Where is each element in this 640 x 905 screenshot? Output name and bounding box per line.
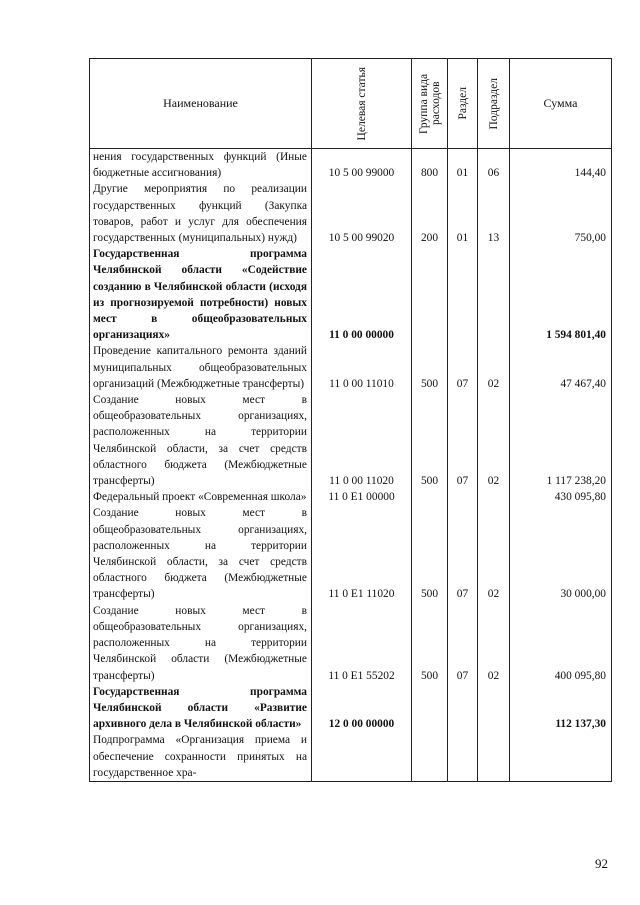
table-row xyxy=(90,392,612,489)
page-number: 92 xyxy=(595,856,608,871)
table-row xyxy=(90,489,612,505)
row-target-code: 10 5 00 99000 xyxy=(312,149,412,182)
table-row xyxy=(90,732,612,781)
row-expense-group xyxy=(412,732,448,781)
row-name: Федеральный проект «Современная школа» xyxy=(90,489,312,505)
row-sum: 750,00 xyxy=(510,181,612,246)
table-row xyxy=(90,343,612,392)
table-row xyxy=(90,684,612,733)
row-target-code: 11 0 00 11010 xyxy=(312,343,412,392)
row-name: Проведение капитального ремонта зданий муниципальных общеобразовательных организаций (Межбюджетные трансферты) xyxy=(90,343,312,392)
row-subsection xyxy=(478,489,510,505)
row-subsection xyxy=(478,684,510,733)
row-section: 07 xyxy=(448,343,478,392)
row-subsection: 06 xyxy=(478,149,510,182)
row-subsection: 13 xyxy=(478,181,510,246)
row-section xyxy=(448,489,478,505)
table-row xyxy=(90,149,612,182)
row-subsection: 02 xyxy=(478,603,510,684)
header-section-cell xyxy=(448,59,478,149)
row-expense-group xyxy=(412,684,448,733)
row-subsection xyxy=(478,732,510,781)
row-sum: 400 095,80 xyxy=(510,603,612,684)
header-group: Группа вида расходов xyxy=(417,73,442,134)
row-target-code: 11 0 E1 00000 xyxy=(312,489,412,505)
header-group-cell xyxy=(412,59,448,149)
row-target-code xyxy=(312,732,412,781)
row-subsection: 02 xyxy=(478,505,510,602)
table-row xyxy=(90,603,612,684)
header-subsection-cell xyxy=(478,59,510,149)
row-sum: 30 000,00 xyxy=(510,505,612,602)
row-name: Подпрограмма «Организация приема и обеспечение сохранности принятых на государственное хра- xyxy=(90,732,312,781)
row-sum: 430 095,80 xyxy=(510,489,612,505)
table-body xyxy=(90,149,612,782)
row-target-code: 12 0 00 00000 xyxy=(312,684,412,733)
row-sum: 47 467,40 xyxy=(510,343,612,392)
table-row xyxy=(90,246,612,343)
row-target-code: 11 0 00 00000 xyxy=(312,246,412,343)
row-subsection: 02 xyxy=(478,343,510,392)
row-target-code: 11 0 E1 11020 xyxy=(312,505,412,602)
row-section xyxy=(448,246,478,343)
header-section: Раздел xyxy=(456,87,469,120)
row-expense-group: 500 xyxy=(412,603,448,684)
row-sum xyxy=(510,732,612,781)
row-name: Создание новых мест в общеобразовательных организациях, расположенных на территории Челябинской области, за счет средств областного бюджета (Межбюджетные трансферты) xyxy=(90,392,312,489)
row-section xyxy=(448,684,478,733)
row-sum: 1 117 238,20 xyxy=(510,392,612,489)
row-expense-group: 500 xyxy=(412,392,448,489)
row-target-code: 11 0 E1 55202 xyxy=(312,603,412,684)
row-expense-group: 500 xyxy=(412,343,448,392)
row-section: 07 xyxy=(448,505,478,602)
header-subsection: Подраздел xyxy=(487,77,500,130)
row-sum: 112 137,30 xyxy=(510,684,612,733)
row-name: Государственная программа Челябинской области «Содействие созданию в Челябинской области (исходя из прогнозируемой потребности) новых мест в общеобразовательных организациях» xyxy=(90,246,312,343)
row-name: Государственная программа Челябинской области «Развитие архивного дела в Челябинской области» xyxy=(90,684,312,733)
header-name: Наименование xyxy=(90,59,312,149)
row-expense-group: 800 xyxy=(412,149,448,182)
header-target: Целевая статья xyxy=(355,66,368,141)
row-subsection: 02 xyxy=(478,392,510,489)
row-name: Создание новых мест в общеобразовательных организациях, расположенных на территории Челябинской области (Межбюджетные трансферты) xyxy=(90,603,312,684)
row-section: 07 xyxy=(448,603,478,684)
row-expense-group: 200 xyxy=(412,181,448,246)
header-sum: Сумма xyxy=(510,59,612,149)
header-target-cell xyxy=(312,59,412,149)
row-expense-group xyxy=(412,246,448,343)
row-target-code: 11 0 00 11020 xyxy=(312,392,412,489)
row-expense-group xyxy=(412,489,448,505)
row-section: 01 xyxy=(448,181,478,246)
row-expense-group: 500 xyxy=(412,505,448,602)
row-sum: 144,40 xyxy=(510,149,612,182)
row-subsection xyxy=(478,246,510,343)
row-name: Другие мероприятия по реализации государственных функций (Закупка товаров, работ и услуг для обеспечения государственных (муниципальных) нужд) xyxy=(90,181,312,246)
header-row xyxy=(90,59,612,149)
table-row xyxy=(90,181,612,246)
row-section xyxy=(448,732,478,781)
row-sum: 1 594 801,40 xyxy=(510,246,612,343)
table-row xyxy=(90,505,612,602)
row-section: 07 xyxy=(448,392,478,489)
row-target-code: 10 5 00 99020 xyxy=(312,181,412,246)
row-name: Создание новых мест в общеобразовательных организациях, расположенных на территории Челябинской области, за счет средств областного бюджета (Межбюджетные трансферты) xyxy=(90,505,312,602)
budget-table xyxy=(89,58,612,782)
row-section: 01 xyxy=(448,149,478,182)
row-name: нения государственных функций (Иные бюджетные ассигнования) xyxy=(90,149,312,182)
